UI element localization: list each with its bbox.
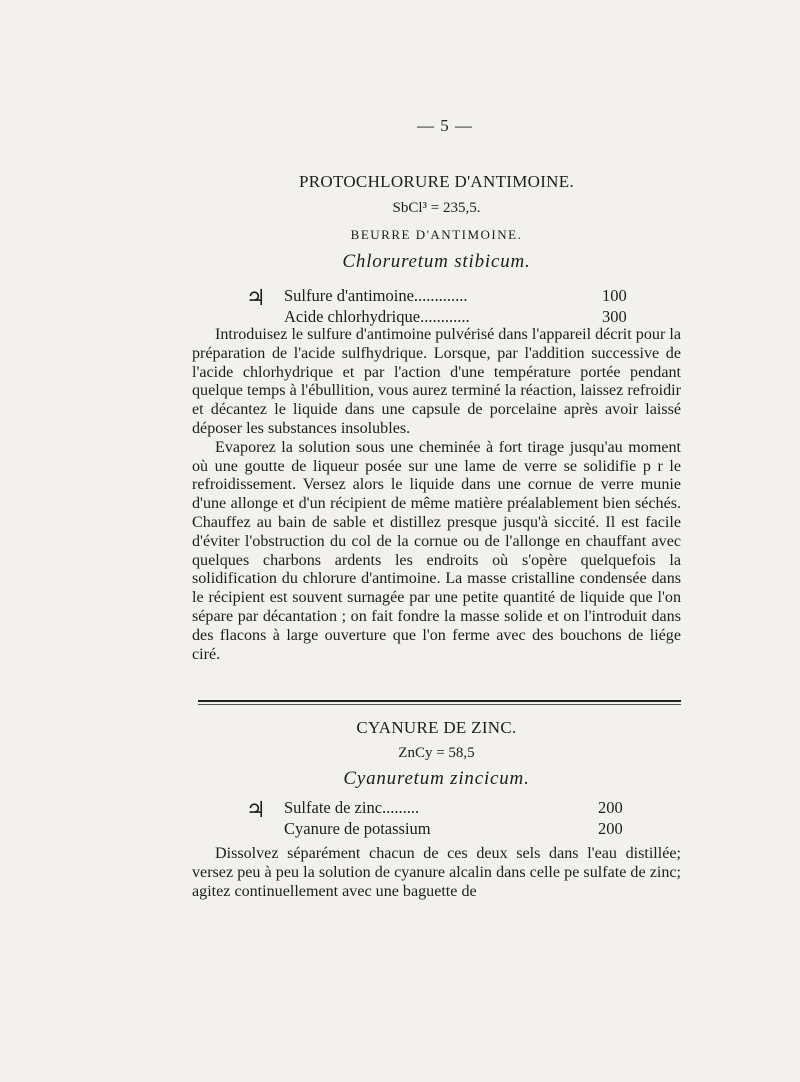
- recipe-row: [246, 285, 646, 306]
- ingredient-name: Sulfure d'antimoine.............: [284, 286, 468, 305]
- paragraph: Dissolvez séparément chacun de ces deux sels dans l'eau distillée; versez peu à peu la solution de cyanure alcalin dans celle pe sulfate de zinc; agitez continuellement avec une baguette de: [192, 845, 681, 900]
- body-text-zinc: [192, 845, 681, 901]
- ingredient-quantity: 300: [602, 307, 627, 326]
- recipe-symbol-icon: ♃: [246, 285, 266, 310]
- body-text-antimoine: [192, 326, 681, 664]
- section-subtitle-beurre: BEURRE D'ANTIMOINE.: [350, 227, 523, 242]
- recipe-row: [246, 818, 646, 839]
- ingredient-quantity: 200: [598, 798, 623, 817]
- latin-name-cyanuretum: Cyanuretum zincicum.: [343, 768, 530, 789]
- ingredient-name: Sulfate de zinc.........: [284, 798, 420, 817]
- section-divider: [198, 700, 681, 705]
- page-number: — 5 —: [417, 116, 473, 135]
- paragraph: Evaporez la solution sous une cheminée à fort tirage jusqu'au moment où une goutte de liqueur posée sur une lame de verre se solidifie p r le refroidissement. Versez alors le liquide dans une cornue de verre munie d'une allonge et d'un récipient de même matière préalablement bien séchés. Chauffez au bain de sable et distillez presque jusqu'à siccité. Il est facile d'éviter l'obstruction du col de la cornue ou de l'allonge en chauffant avec quelques charbons ardents les endroits où s'opère quelquefois la solidification du chlorure d'antimoine. La masse cristalline condensée dans le récipient est souvent surnagée par une petite quantité de liquide que l'on sépare par décantation ; on fait fondre la masse solide et on l'introduit dans des flacons à large ouverture que l'on ferme avec des bouchons de liége ciré.: [192, 438, 681, 663]
- paragraph: Introduisez le sulfure d'antimoine pulvérisé dans l'appareil décrit pour la préparation de l'acide sulfhydrique. Lorsque, par l'addition successive de l'acide chlorhydrique et par l'action d'une température portée pendant quelque temps à l'ébullition, vous aurez terminé la réaction, laissez refroidir et décantez le liquide dans une capsule de porcelaine après avoir laissé déposer les substances insolubles.: [192, 326, 681, 437]
- section-title-protochlorure: PROTOCHLORURE D'ANTIMOINE.: [299, 172, 574, 191]
- recipe-list-zinc: [246, 797, 646, 839]
- latin-name-chloruretum: Chloruretum stibicum.: [342, 251, 531, 272]
- recipe-row: [246, 306, 646, 327]
- section-title-cyanure: CYANURE DE ZINC.: [356, 718, 517, 737]
- ingredient-quantity: 200: [598, 819, 623, 838]
- ingredient-quantity: 100: [602, 286, 627, 305]
- recipe-symbol-icon: ♃: [246, 797, 266, 822]
- ingredient-name: Cyanure de potassium: [284, 819, 431, 838]
- chemical-formula-zncy: ZnCy = 58,5: [398, 745, 475, 761]
- recipe-list-antimoine: [246, 285, 646, 327]
- recipe-row: [246, 797, 646, 818]
- chemical-formula-sbcl3: SbCl³ = 235,5.: [392, 200, 481, 216]
- ingredient-name: Acide chlorhydrique............: [284, 307, 470, 326]
